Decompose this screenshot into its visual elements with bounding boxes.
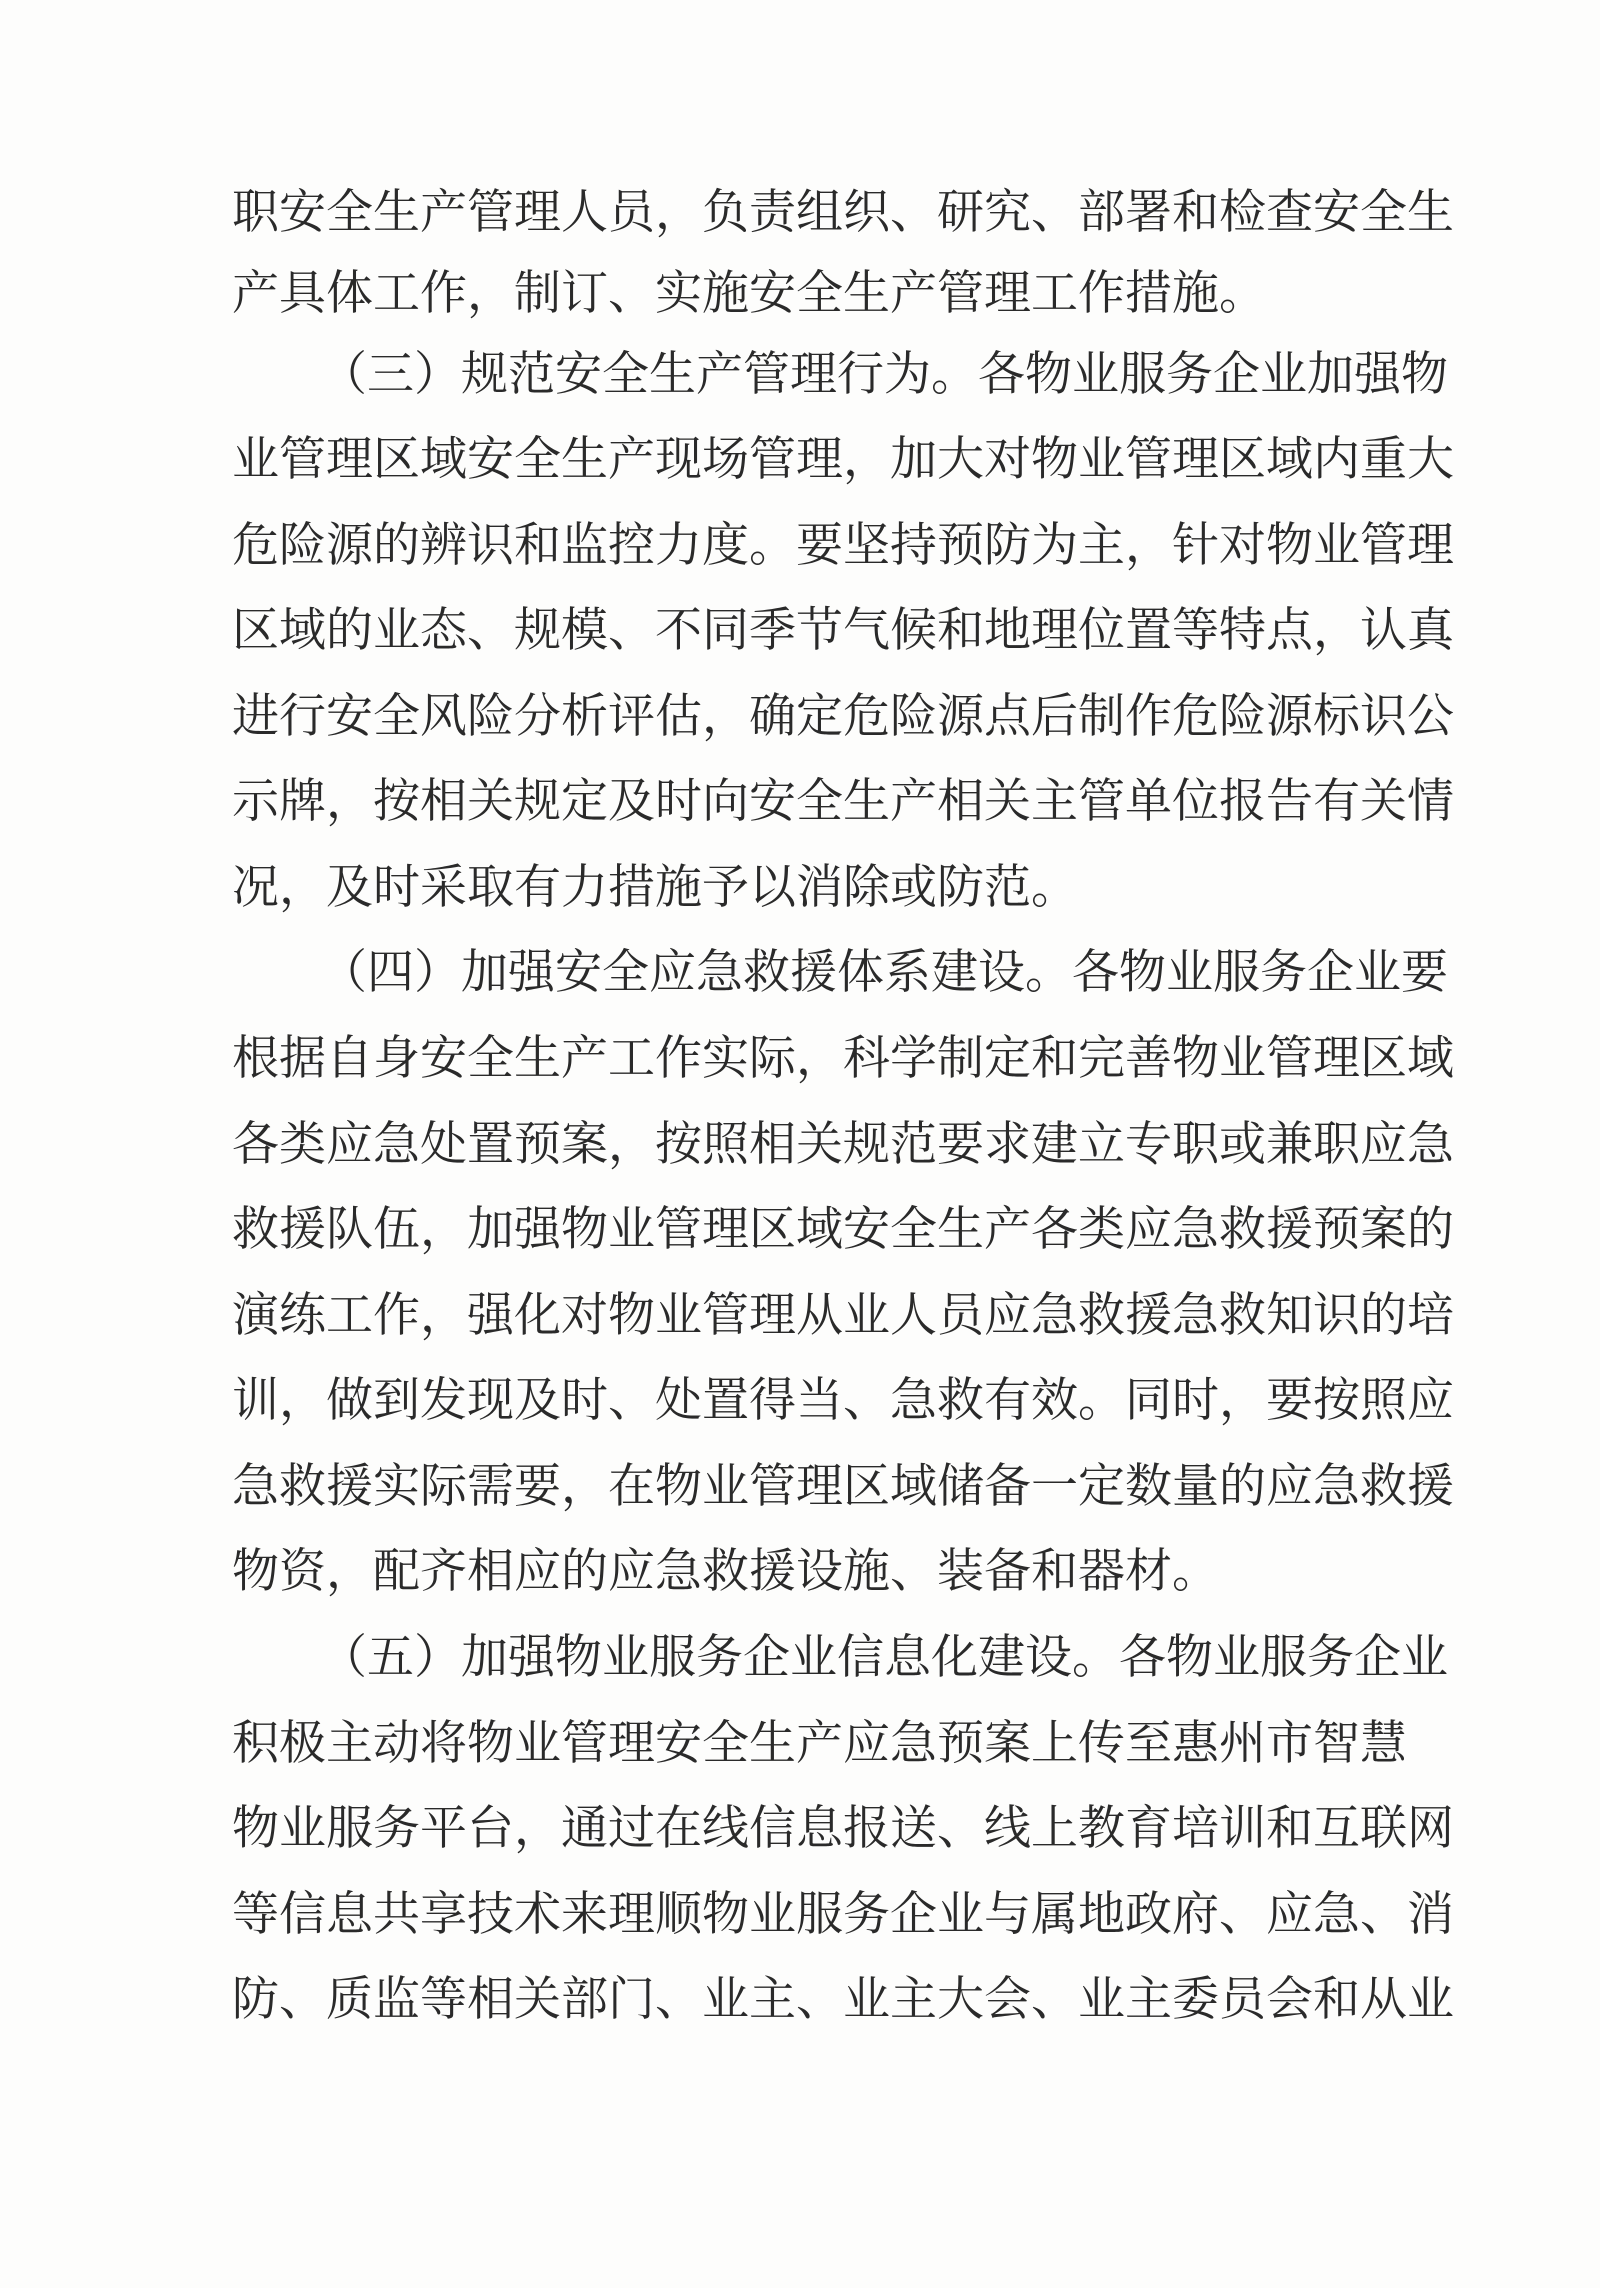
- text-line-13: 救援队伍，加强物业管理区域安全生产各类应急救援预案的: [232, 1202, 1454, 1257]
- text-line-11: 根据自身安全生产工作实际，科学制定和完善物业管理区域: [232, 1031, 1454, 1086]
- text-line-19: 积极主动将物业管理安全生产应急预案上传至惠州市智慧: [232, 1716, 1407, 1771]
- text-line-8: 示牌，按相关规定及时向安全生产相关主管单位报告有关情: [232, 774, 1454, 829]
- text-line-17: 物资，配齐相应的应急救援设施、装备和器材。: [232, 1544, 1219, 1599]
- text-line-14: 演练工作，强化对物业管理从业人员应急救援急救知识的培: [232, 1288, 1454, 1343]
- text-line-5: 危险源的辨识和监控力度。要坚持预防为主，针对物业管理: [232, 518, 1454, 573]
- text-line-2: 产具体工作，制订、实施安全生产管理工作措施。: [232, 266, 1266, 321]
- text-line-12: 各类应急处置预案，按照相关规范要求建立专职或兼职应急: [232, 1117, 1454, 1172]
- text-line-1: 职安全生产管理人员，负责组织、研究、部署和检查安全生: [232, 185, 1454, 240]
- text-line-15: 训，做到发现及时、处置得当、急救有效。同时，要按照应: [232, 1373, 1454, 1428]
- section-4-heading-line: （四）加强安全应急救援体系建设。各物业服务企业要: [320, 945, 1448, 1000]
- text-line-6: 区域的业态、规模、不同季节气候和地理位置等特点，认真: [232, 603, 1454, 658]
- text-line-22: 防、质监等相关部门、业主、业主大会、业主委员会和从业: [232, 1972, 1454, 2027]
- text-line-16: 急救援实际需要，在物业管理区域储备一定数量的应急救援: [232, 1459, 1454, 1514]
- text-line-9: 况，及时采取有力措施予以消除或防范。: [232, 860, 1078, 915]
- text-line-4: 业管理区域安全生产现场管理，加大对物业管理区域内重大: [232, 432, 1454, 487]
- text-line-20: 物业服务平台，通过在线信息报送、线上教育培训和互联网: [232, 1801, 1454, 1856]
- section-5-heading-line: （五）加强物业服务企业信息化建设。各物业服务企业: [320, 1630, 1448, 1685]
- text-line-21: 等信息共享技术来理顺物业服务企业与属地政府、应急、消: [232, 1887, 1454, 1942]
- text-line-7: 进行安全风险分析评估，确定危险源点后制作危险源标识公: [232, 689, 1454, 744]
- section-3-heading-line: （三）规范安全生产管理行为。各物业服务企业加强物: [320, 347, 1448, 402]
